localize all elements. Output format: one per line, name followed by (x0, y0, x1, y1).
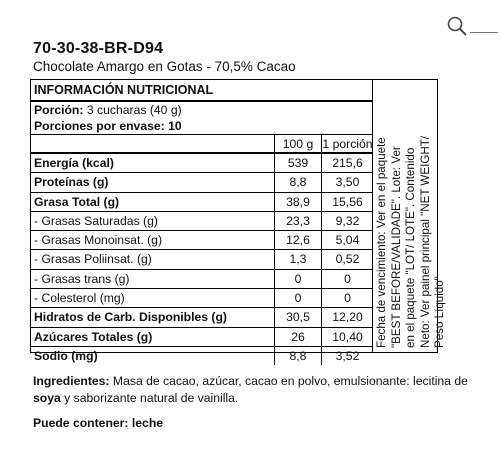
table-row (31, 328, 372, 347)
portion-label: Porción: (34, 103, 84, 117)
servings-label: Porciones por envase: (34, 119, 165, 133)
allergen-highlight: soya (33, 391, 61, 405)
product-code: 70-30-38-BR-D94 (33, 40, 164, 57)
table-row (31, 270, 372, 289)
servings-line (31, 118, 372, 135)
value-portion: 0,52 (335, 252, 360, 267)
value-100g: 26 (274, 328, 322, 346)
servings-value: 10 (168, 119, 182, 133)
value-portion: 15,56 (332, 194, 363, 209)
table-row (31, 231, 372, 250)
magnifier-icon[interactable] (446, 15, 468, 37)
product-subtitle: Chocolate Amargo en Gotas - 70,5% Cacao (33, 59, 296, 74)
value-100g: 12,6 (274, 231, 322, 249)
value-100g: 0 (274, 289, 322, 307)
value-100g: 23,3 (274, 212, 322, 230)
value-100g: 38,9 (274, 193, 322, 211)
value-portion: 215,6 (332, 156, 363, 170)
value-portion: 12,20 (332, 310, 363, 325)
may-contain-line (33, 416, 163, 430)
column-header-100g: 100 g (274, 135, 322, 152)
column-header-row (31, 135, 372, 154)
value-portion: 10,40 (332, 329, 363, 344)
nutrient-name: - Colesterol (mg) (34, 291, 125, 306)
table-row (31, 154, 372, 173)
nutrient-name: - Grasas Poliinsat. (g) (34, 252, 152, 267)
value-portion: 3,52 (335, 348, 360, 363)
nutrition-title: INFORMACIÓN NUTRICIONAL (31, 80, 372, 102)
table-row (31, 308, 372, 327)
nutrient-name: - Grasas trans (g) (34, 271, 130, 286)
value-portion: 3,50 (335, 175, 360, 190)
value-100g: 8,8 (274, 173, 322, 191)
divider-line (470, 32, 498, 33)
value-100g: 30,5 (274, 308, 322, 326)
table-row (31, 250, 372, 269)
table-row (31, 347, 372, 365)
value-100g: 0 (274, 270, 322, 288)
table-row (31, 173, 372, 192)
expiry-lot-info (375, 82, 447, 350)
side-text-line: "BEST BEFORE/VALIDADE". Lote: Ver (389, 146, 403, 348)
column-header-portion: 1 porción (322, 137, 373, 151)
value-100g: 539 (274, 154, 322, 172)
table-row (31, 212, 372, 231)
side-text-line: Fecha de vencimiento: Ver en el paquete (375, 137, 388, 348)
portion-line (31, 102, 372, 118)
nutrient-name: Energía (kcal) (34, 156, 114, 170)
side-text-line: Peso Líquido" (433, 276, 447, 348)
nutrient-name: Grasa Total (g) (34, 194, 120, 209)
ingredients-text-before: Masa de cacao, azúcar, cacao en polvo, emulsionante: lecitina de (109, 374, 468, 388)
value-portion: 5,04 (335, 233, 360, 248)
value-100g: 1,3 (274, 250, 322, 268)
value-portion: 9,32 (335, 213, 360, 228)
portion-value: 3 cucharas (40 g) (86, 103, 182, 117)
nutrient-name: Sodio (mg) (34, 348, 98, 363)
may-contain-value: leche (128, 416, 164, 430)
nutrient-name: Azúcares Totales (g) (34, 329, 153, 344)
value-portion: 0 (344, 291, 351, 306)
nutrient-name: - Grasas Saturadas (g) (34, 213, 158, 228)
nutrition-label (30, 79, 447, 363)
value-portion: 0 (344, 271, 351, 286)
ingredients-text-after: y saborizante natural de vainilla. (60, 391, 239, 405)
nutrient-name: Proteínas (g) (34, 175, 109, 190)
ingredients-label: Ingredientes: (33, 374, 110, 388)
table-row (31, 289, 372, 308)
nutrient-name: Hidratos de Carb. Disponibles (g) (34, 310, 227, 325)
value-100g: 8,8 (274, 347, 322, 365)
ingredients-paragraph (33, 373, 473, 407)
table-row (31, 193, 372, 212)
side-text-line: Neto: Ver painel principal "NET WEIGHT/ (418, 135, 432, 348)
nutrition-table (31, 80, 373, 363)
side-text-line: en el paquete "LOT/ LOTE". Contenido (404, 147, 418, 348)
may-contain-label: Puede contener: (33, 416, 129, 430)
nutrient-name: - Grasas Monoinsat. (g) (34, 233, 163, 248)
